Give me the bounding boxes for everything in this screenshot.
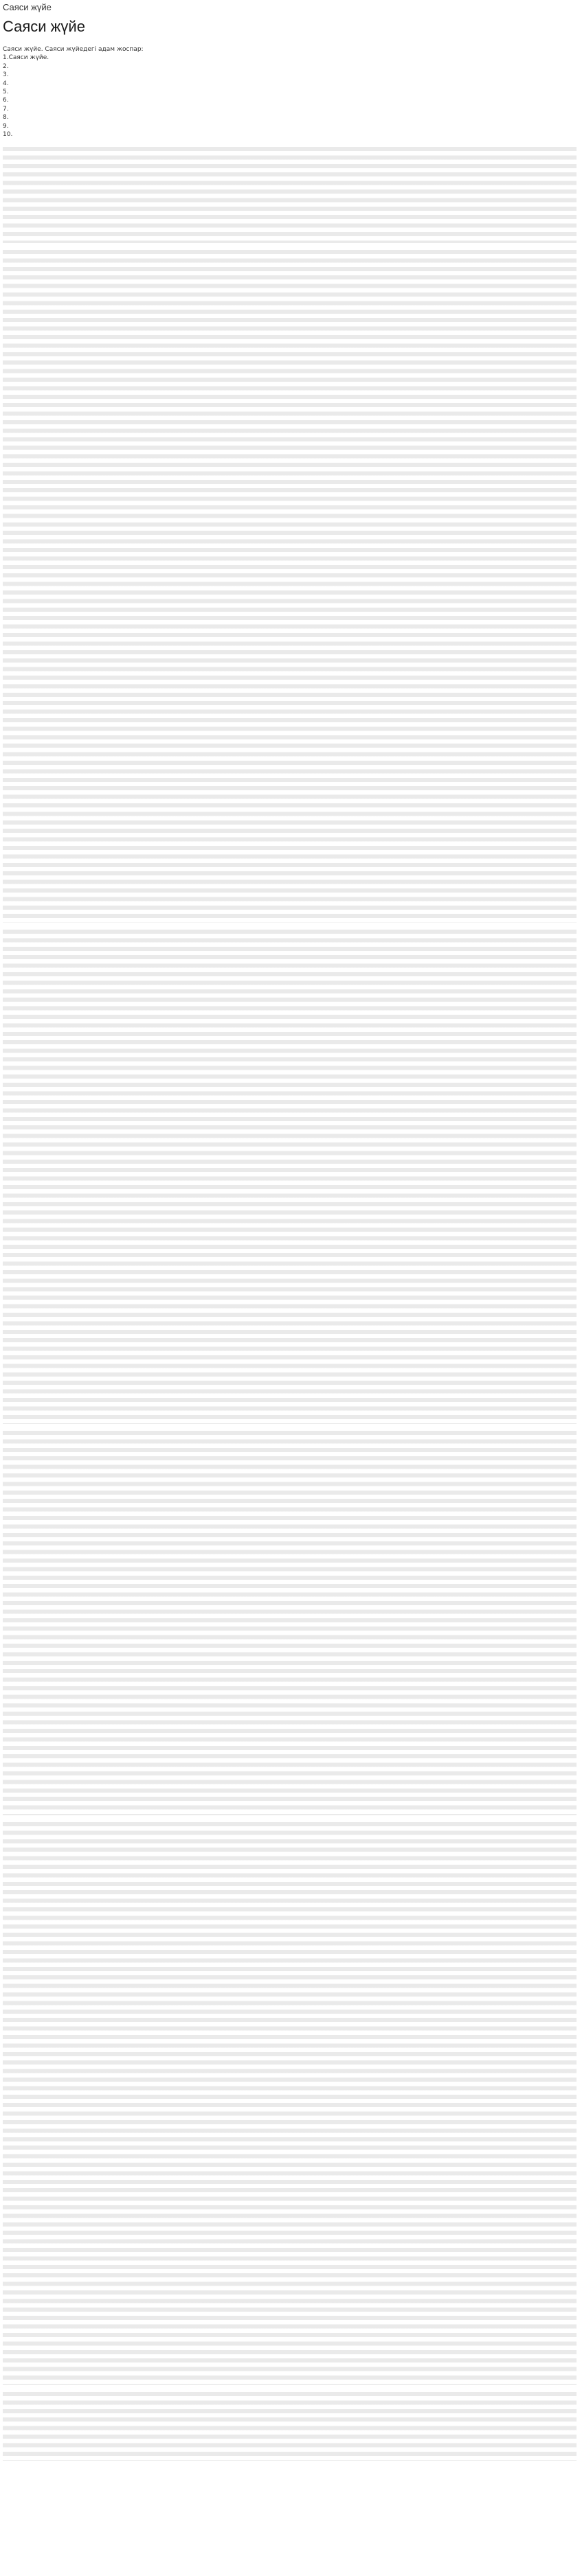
toc-item: 6. bbox=[3, 97, 9, 104]
toc-item: 8. bbox=[3, 114, 9, 122]
toc-item: 4. bbox=[3, 80, 9, 87]
toc-item: 1.Саяси жүйе. bbox=[3, 54, 49, 62]
body-text-block bbox=[3, 1822, 577, 2385]
toc-item: 2. bbox=[3, 62, 9, 70]
body-text-block bbox=[3, 250, 577, 923]
toc-item: 5. bbox=[3, 89, 9, 96]
toc-item: 3. bbox=[3, 71, 9, 79]
toc-item: 7. bbox=[3, 105, 9, 113]
body-text-block bbox=[3, 2392, 577, 2461]
body-text-block bbox=[3, 930, 577, 1424]
page-title: Саяси жүйе bbox=[3, 18, 85, 35]
body-text-block bbox=[3, 147, 577, 243]
toc-item: 9. bbox=[3, 122, 9, 130]
browser-tab[interactable] bbox=[0, 0, 582, 14]
table-of-contents bbox=[3, 54, 579, 139]
toc-item: 10. bbox=[3, 131, 13, 139]
document-page bbox=[0, 18, 582, 2461]
tab-title: Саяси жүйе bbox=[3, 2, 52, 12]
document-intro: Саяси жүйе. Саяси жүйедегі адам жоспар: bbox=[3, 46, 144, 53]
body-text-block bbox=[3, 1431, 577, 1815]
